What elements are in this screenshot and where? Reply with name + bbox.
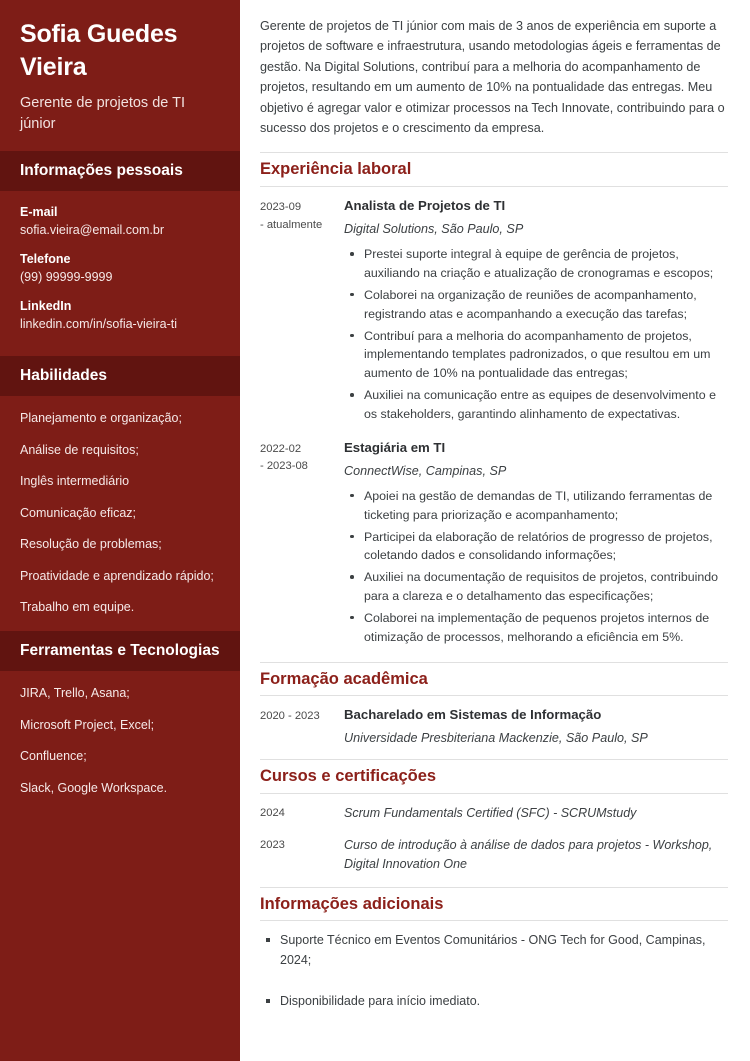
skills-list xyxy=(20,410,220,617)
section-courses xyxy=(260,759,728,873)
tools-list xyxy=(20,685,220,797)
candidate-job-title: Gerente de projetos de TI júnior xyxy=(20,95,185,133)
tools-heading: Ferramentas e Tecnologias xyxy=(20,641,220,659)
list-item: Confluence; xyxy=(20,749,87,764)
list-item: Prestei suporte integral à equipe de gerência de projetos, auxiliando na criação e atualização de cronogramas e escopos; xyxy=(348,245,728,283)
section-header-experience xyxy=(260,152,728,187)
courses-heading: Cursos e certificações xyxy=(260,767,437,786)
experience-entry-dates xyxy=(260,439,344,650)
list-item: Auxiliei na comunicação entre as equipes de desenvolvimento e os stakeholders, garantindo alinhamento de expectativas. xyxy=(348,386,728,424)
contact-value-linkedin[interactable]: linkedin.com/in/sofia-vieira-ti xyxy=(20,317,178,332)
contact-value-email[interactable]: sofia.vieira@email.com.br xyxy=(20,223,164,238)
list-item: Apoiei na gestão de demandas de TI, utilizando ferramentas de ticketing para priorização e acompanhamento; xyxy=(348,487,728,525)
experience-bullets xyxy=(348,245,728,424)
section-header-skills xyxy=(0,356,240,396)
section-header-tools xyxy=(0,631,240,671)
contact-label-linkedin: LinkedIn xyxy=(20,299,72,314)
contact-item-email xyxy=(20,205,220,239)
experience-entry xyxy=(260,439,728,650)
list-item: Colaborei na organização de reuniões de acompanhamento, registrando atas e acompanhando a execução das tarefas; xyxy=(348,286,728,324)
list-item: Disponibilidade para início imediato. xyxy=(264,992,728,1011)
tools-body xyxy=(0,671,240,811)
education-entry-body xyxy=(344,706,728,747)
main-content xyxy=(240,0,750,1061)
course-entry-text: Curso de introdução à análise de dados para projetos - Workshop, Digital Innovation One xyxy=(344,838,713,871)
list-item: Colaborei na implementação de pequenos projetos internos de otimização de processos, melhorando a eficiência em 5%. xyxy=(348,609,728,647)
experience-entry-org: Digital Solutions, São Paulo, SP xyxy=(344,221,524,236)
professional-summary: Gerente de projetos de TI júnior com mais de 3 anos de experiência em suporte a projetos de software e infraestrutura, usando metodologias ágeis e ferramentas de gestão. Na Digital Solutions, contribuí para a melhoria do acompanhamento de projetos, resultando em um aumento de 10% na pontualidade das entregas. Meu objetivo é agregar valor e otimizar processos na Tech Innovate, contribuindo para o sucesso dos projetos e o crescimento da empresa. xyxy=(260,19,725,135)
course-entry-date: 2023 xyxy=(260,839,285,852)
sidebar-header xyxy=(0,0,240,151)
date-end: - atualmente xyxy=(260,218,323,231)
additional-info-heading: Informações adicionais xyxy=(260,894,444,913)
contact-value-phone[interactable]: (99) 99999-9999 xyxy=(20,270,113,285)
list-item: Slack, Google Workspace. xyxy=(20,780,168,795)
date-start: 2023-09 xyxy=(260,201,302,214)
section-additional-info xyxy=(260,887,728,1012)
personal-info-heading: Informações pessoais xyxy=(20,162,183,180)
personal-info-body xyxy=(0,191,240,356)
list-item: Microsoft Project, Excel; xyxy=(20,717,155,732)
experience-entry-title: Analista de Projetos de TI xyxy=(344,198,506,214)
date-range: 2020 - 2023 xyxy=(260,710,320,723)
additional-info-list xyxy=(264,931,728,1011)
list-item: Inglês intermediário xyxy=(20,474,130,489)
contact-item-linkedin xyxy=(20,299,220,333)
course-entry-text: Scrum Fundamentals Certified (SFC) - SCRUMstudy xyxy=(344,806,637,821)
experience-entry-org: ConnectWise, Campinas, SP xyxy=(344,463,507,478)
list-item: JIRA, Trello, Asana; xyxy=(20,686,130,701)
list-item: Análise de requisitos; xyxy=(20,442,139,457)
experience-entry-body xyxy=(344,439,728,650)
contact-label-email: E-mail xyxy=(20,205,58,220)
contact-label-phone: Telefone xyxy=(20,252,71,267)
list-item: Suporte Técnico em Eventos Comunitários - ONG Tech for Good, Campinas, 2024; xyxy=(264,931,728,970)
education-entry-title: Bacharelado em Sistemas de Informação xyxy=(344,707,602,723)
section-education xyxy=(260,662,728,748)
education-entry-dates xyxy=(260,706,344,747)
list-item: Comunicação eficaz; xyxy=(20,505,137,520)
contact-item-phone xyxy=(20,252,220,286)
education-heading: Formação acadêmica xyxy=(260,669,428,688)
experience-entry-title: Estagiária em TI xyxy=(344,439,446,455)
section-header-courses xyxy=(260,759,728,794)
date-end: - 2023-08 xyxy=(260,460,308,473)
skills-body xyxy=(0,396,240,631)
section-experience xyxy=(260,152,728,649)
experience-heading: Experiência laboral xyxy=(260,160,412,179)
experience-entry-body xyxy=(344,197,728,427)
list-item: Resolução de problemas; xyxy=(20,537,162,552)
education-entry xyxy=(260,706,728,747)
list-item: Planejamento e organização; xyxy=(20,411,182,426)
course-entry xyxy=(260,804,728,823)
education-entry-org: Universidade Presbiteriana Mackenzie, São Paulo, SP xyxy=(344,731,648,746)
list-item: Contribuí para a melhoria do acompanhamento de projetos, implementando templates padronizados, o que resultou em um aumento de 10% na pontualidade das entregas; xyxy=(348,327,728,384)
course-entry-date: 2024 xyxy=(260,807,285,820)
list-item: Auxiliei na documentação de requisitos de projetos, contribuindo para a clareza e o detalhamento das especificações; xyxy=(348,568,728,606)
sidebar xyxy=(0,0,240,1061)
candidate-name: Sofia Guedes Vieira xyxy=(20,20,178,81)
experience-entry xyxy=(260,197,728,427)
section-header-education xyxy=(260,662,728,697)
list-item: Participei da elaboração de relatórios de progresso de projetos, coletando dados e consolidando informações; xyxy=(348,528,728,566)
section-header-additional-info xyxy=(260,887,728,922)
date-start: 2022-02 xyxy=(260,442,302,455)
list-item: Trabalho em equipe. xyxy=(20,600,135,615)
course-entry xyxy=(260,836,728,874)
experience-entry-dates xyxy=(260,197,344,427)
experience-bullets xyxy=(348,487,728,647)
section-header-personal-info xyxy=(0,151,240,191)
list-item: Proatividade e aprendizado rápido; xyxy=(20,568,214,583)
skills-heading: Habilidades xyxy=(20,367,107,385)
